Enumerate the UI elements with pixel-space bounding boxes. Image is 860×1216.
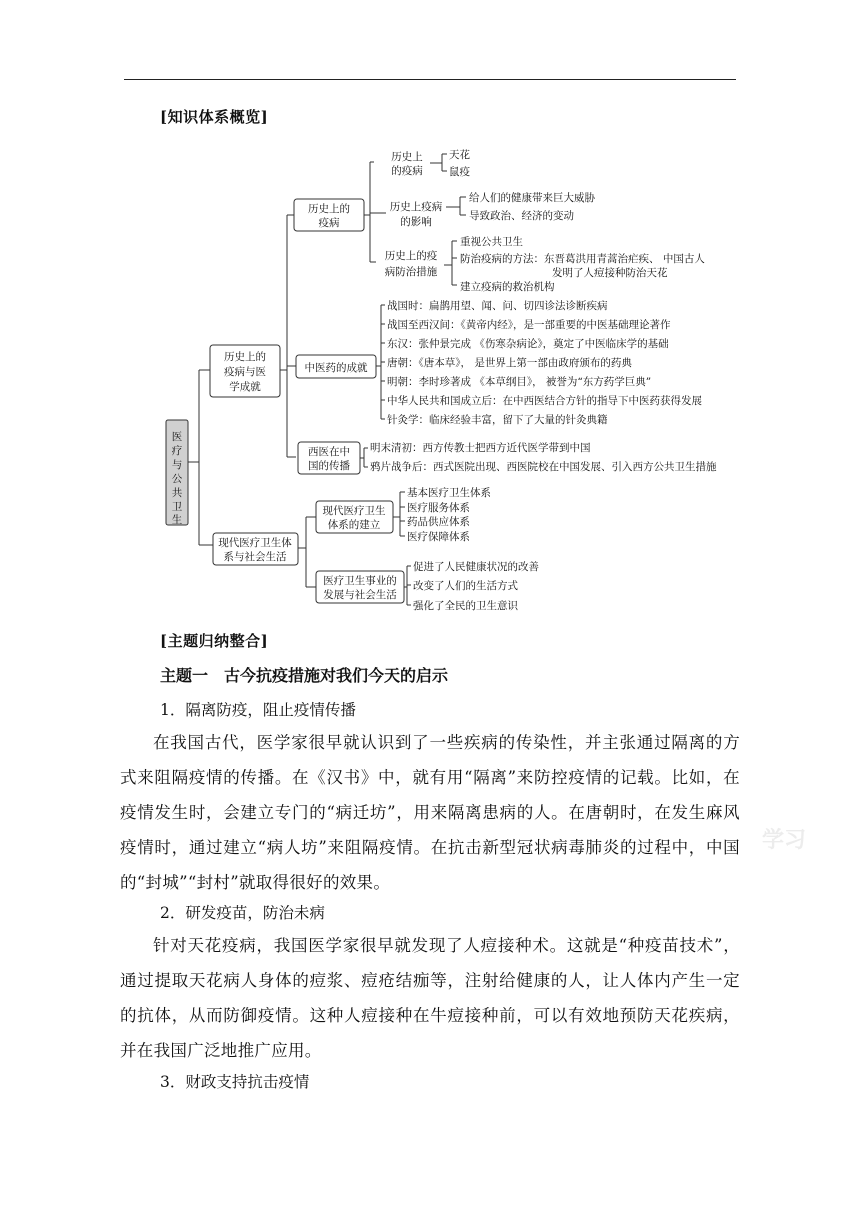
- node-label: 的疫病: [391, 165, 423, 177]
- subsection-title: 2．研发疫苗，防治未病: [160, 904, 325, 922]
- leaf-item: 给人们的健康带来巨大威胁: [469, 192, 595, 204]
- branch-label: 医疗卫生事业的: [323, 575, 397, 587]
- node-label: 历史上的疫: [384, 250, 438, 262]
- leaf-item: 东汉：张仲景完成 《伤寒杂病论》，奠定了中医临床学的基础: [387, 338, 669, 350]
- leaf-item: 建立疫病的救治机构: [460, 281, 555, 293]
- branch-label: 现代医疗卫生体: [218, 537, 292, 549]
- leaf-item: 鼠疫: [449, 166, 470, 178]
- branch-label: 体系的建立: [327, 519, 381, 531]
- branch-label: 中医药的成就: [304, 362, 368, 374]
- branch-label: 国的传播: [308, 460, 350, 472]
- leaf-item: 导致政治、经济的变动: [469, 210, 574, 222]
- leaf-item: 防治疫病的方法：东晋葛洪用青蒿治疟疾、 中国古人: [460, 253, 705, 265]
- leaf-item: 发明了人痘接种防治天花: [552, 267, 668, 279]
- subsection-title: 1．隔离防疫，阻止疫情传播: [160, 701, 356, 719]
- root-char: 公: [171, 473, 183, 485]
- leaf-item: 促进了人民健康状况的改善: [413, 561, 539, 573]
- leaf-item: 鸦片战争后：西式医院出现、西医院校在中国发展、引入西方公共卫生措施: [370, 461, 717, 473]
- leaf-item: 明朝：李时珍著成 《本草纲目》， 被誉为“东方药学巨典”: [387, 376, 652, 388]
- theme-title: 主题一 古今抗疫措施对我们今天的启示: [160, 666, 449, 685]
- branch-label: 系与社会生活: [223, 551, 287, 563]
- section-heading-summary: [主题归纳整合]: [160, 632, 269, 650]
- leaf-item: 战国时：扁鹊用望、闻、问、切四诊法诊断疾病: [387, 300, 608, 312]
- paragraph: 在我国古代，医学家很早就认识到了一些疾病的传染性，并主张通过隔离的方式来阻隔疫情的传播。在《汉书》中，就有用“隔离”来防控疫情的记载。比如，在疫情发生时，会建立专门的“病迁坊”，用来隔离患病的人。在唐朝时，在发生麻风疫情时，通过建立“病人坊”来阻隔疫情。在抗击新型冠状病毒肺炎的过程中，中国的“封城”“封村”就取得很好的效果。: [120, 733, 740, 892]
- branch-label: 学成就: [229, 381, 261, 393]
- mindmap-root: [166, 420, 188, 526]
- root-char: 疗: [171, 445, 183, 457]
- leaf-item: 医疗保障体系: [407, 531, 470, 543]
- branch-label: 西医在中: [308, 446, 350, 458]
- branch-label: 疫病: [318, 217, 340, 229]
- branch-label: 疫病与医: [224, 366, 266, 378]
- leaf-item: 战国至西汉间：《黄帝内经》，是一部重要的中医基础理论著作: [387, 319, 671, 331]
- leaf-item: 医疗服务体系: [407, 502, 470, 514]
- branch-label: 历史上的: [308, 203, 350, 215]
- paragraph: 针对天花疫病，我国医学家很早就发现了人痘接种术。这就是“种疫苗技术”，通过提取天花病人身体的痘浆、痘疮结痂等，注射给健康的人，让人体内产生一定的抗体，从而防御疫情。这种人痘接种在牛痘接种前，可以有效地预防天花疾病，并在我国广泛地推广应用。: [120, 936, 740, 1060]
- section-heading-overview: [知识体系概览]: [160, 108, 269, 126]
- node-label: 历史上疫病: [389, 201, 443, 213]
- branch-label: 发展与社会生活: [323, 589, 397, 601]
- node-label: 的影响: [400, 216, 432, 228]
- root-char: 与: [171, 459, 183, 471]
- leaf-item: 强化了全民的卫生意识: [413, 600, 518, 612]
- branch-label: 现代医疗卫生: [322, 505, 386, 517]
- node-label: 历史上: [391, 151, 423, 163]
- leaf-item: 中华人民共和国成立后：在中西医结合方针的指导下中医药获得发展: [387, 395, 702, 407]
- leaf-item: 改变了人们的生活方式: [413, 580, 518, 592]
- watermark: 学习: [762, 827, 807, 853]
- leaf-item: 基本医疗卫生体系: [407, 487, 491, 499]
- node-label: 病防治措施: [384, 266, 438, 278]
- leaf-item: 明末清初：西方传教士把西方近代医学带到中国: [370, 442, 591, 454]
- root-char: 医: [171, 431, 183, 443]
- branch-label: 历史上的: [224, 351, 266, 363]
- leaf-item: 重视公共卫生: [460, 236, 523, 248]
- subsection-title: 3．财政支持抗击疫情: [160, 1073, 310, 1091]
- leaf-item: 针灸学：临床经验丰富，留下了大量的针灸典籍: [387, 414, 608, 426]
- root-char: 生: [171, 514, 183, 526]
- leaf-item: 唐朝：《唐本草》， 是世界上第一部由政府颁布的药典: [387, 357, 632, 369]
- leaf-item: 药品供应体系: [407, 516, 470, 528]
- leaf-item: 天花: [449, 149, 470, 161]
- root-char: 卫: [171, 501, 183, 513]
- root-char: 共: [171, 487, 183, 499]
